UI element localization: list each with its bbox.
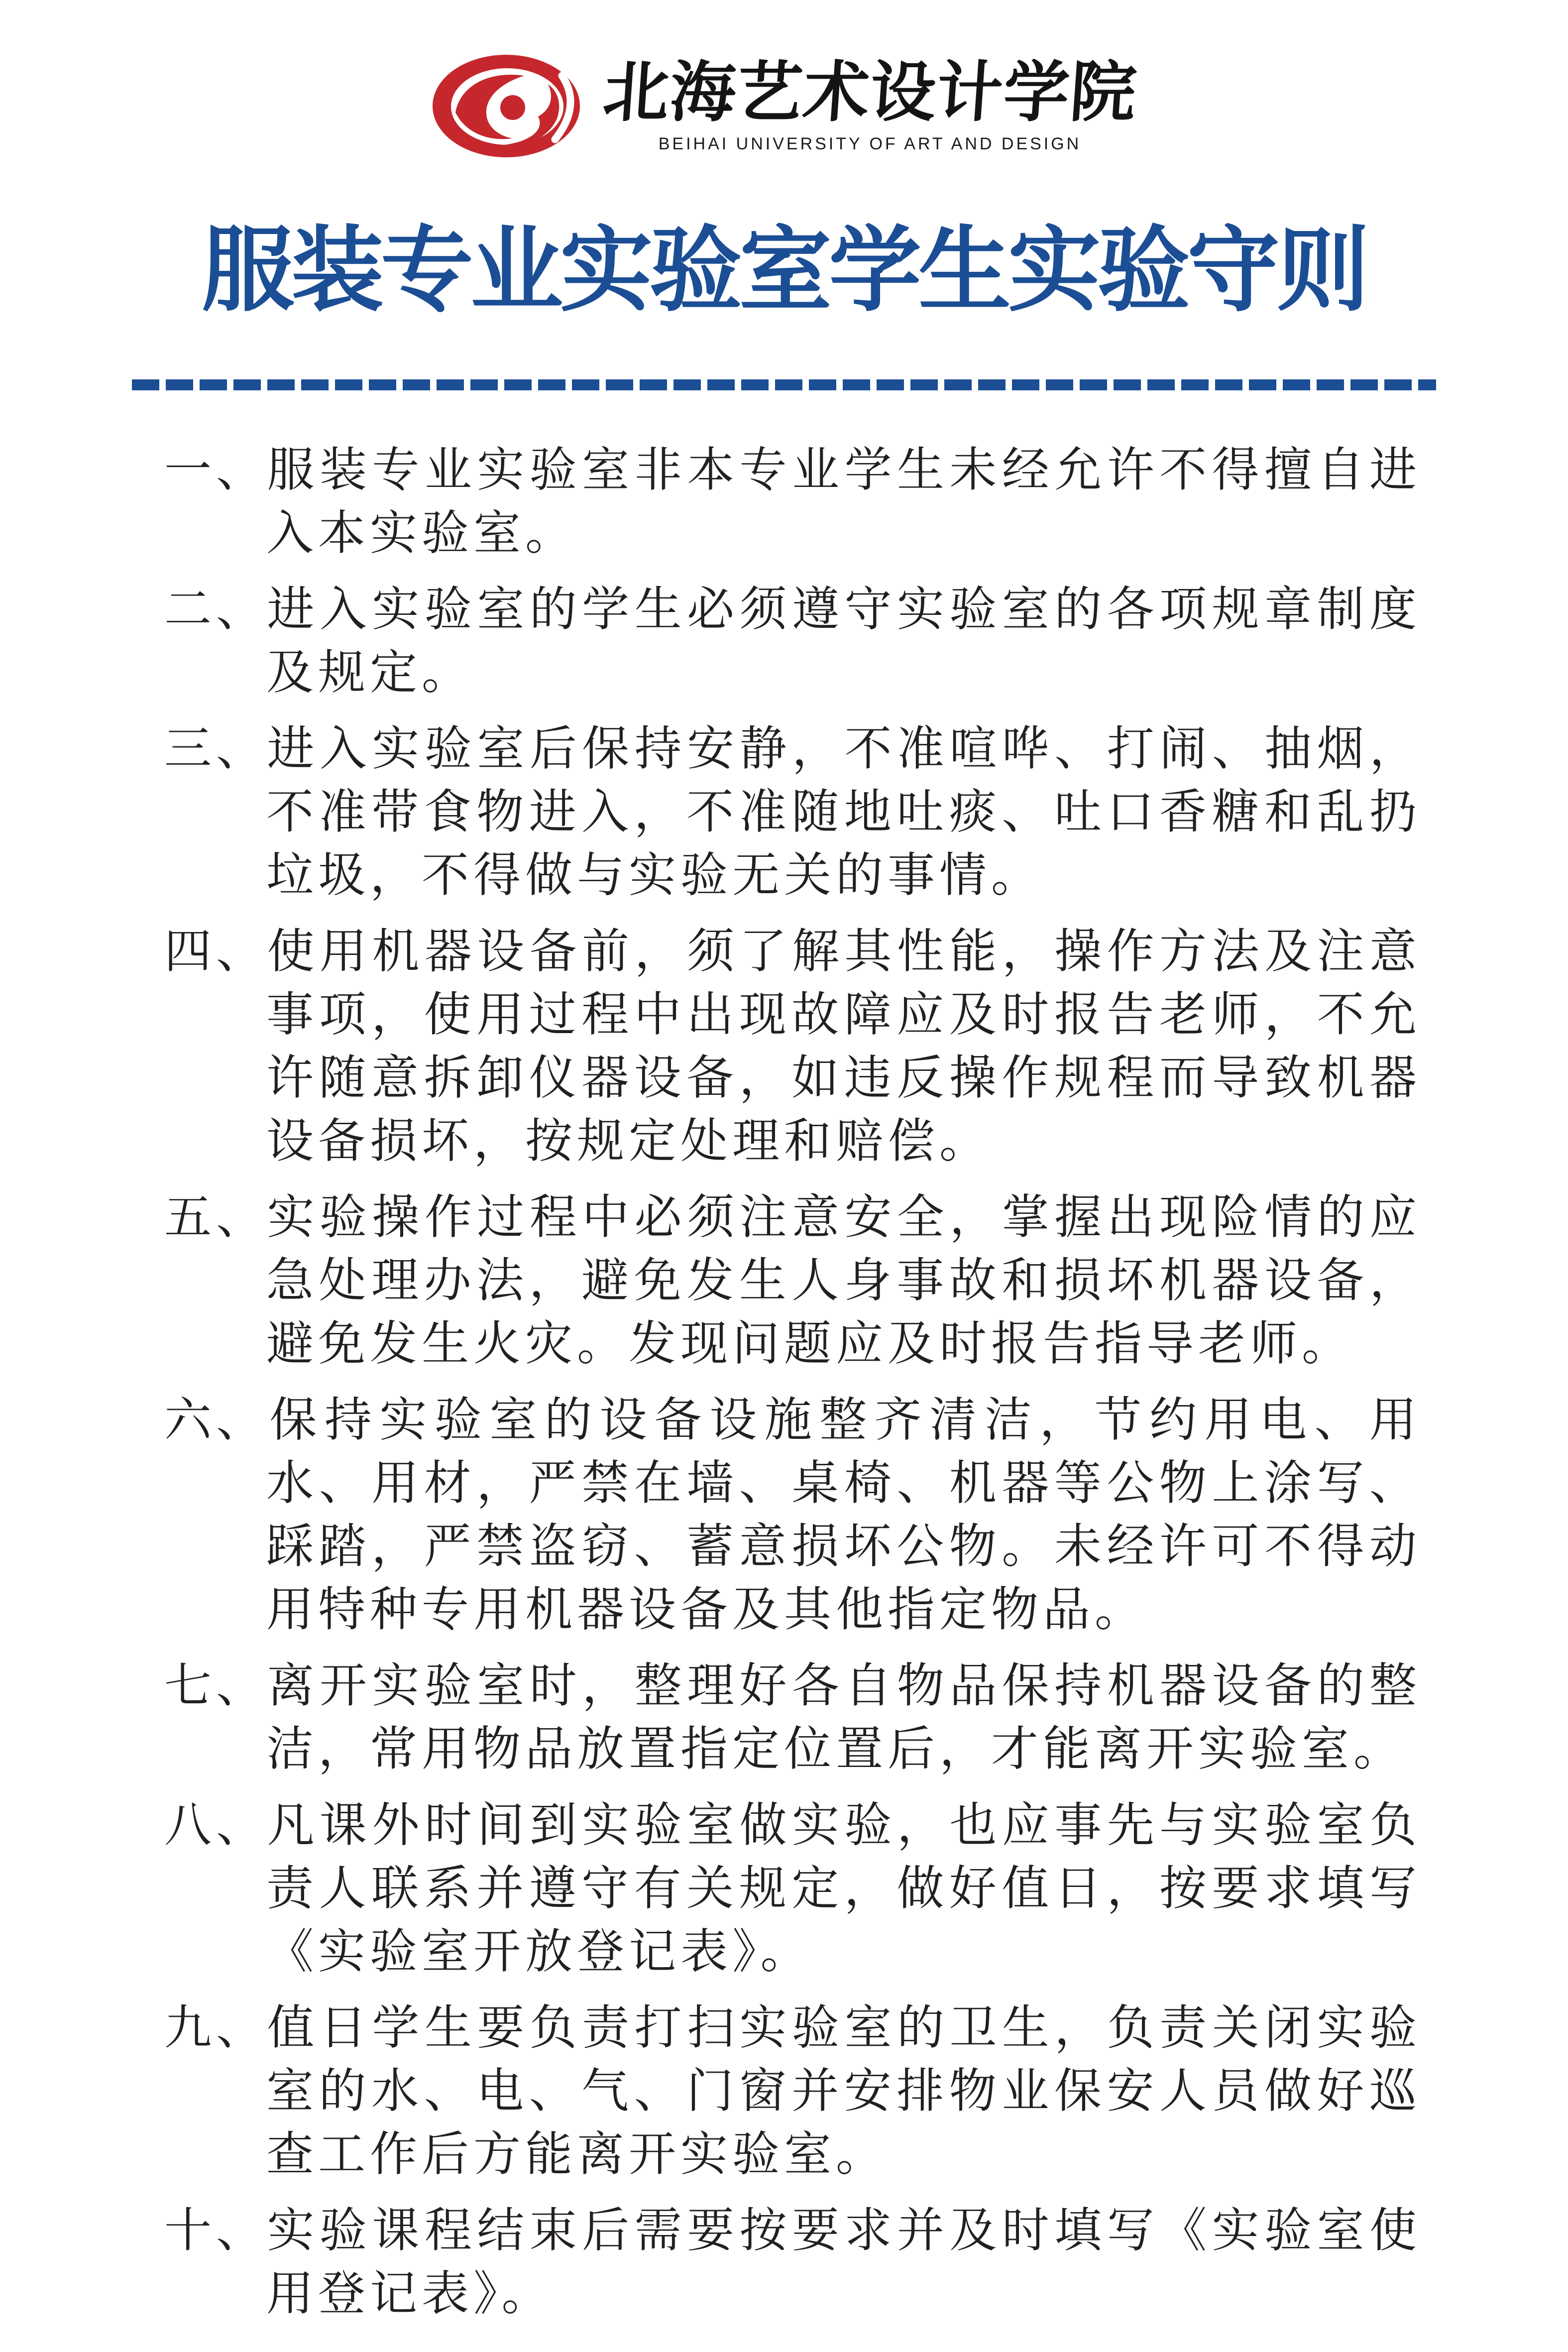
university-name-cn: 北海艺术设计学院 <box>600 56 1139 129</box>
rule-number: 一、 <box>164 443 268 496</box>
rule-number: 八、 <box>164 1798 268 1852</box>
university-name-en: BEIHAI UNIVERSITY OF ART AND DESIGN <box>658 134 1082 153</box>
rule-item-3 <box>164 717 1421 907</box>
university-logo-mark <box>432 54 581 158</box>
rule-number: 六、 <box>164 1393 268 1446</box>
rule-number: 二、 <box>164 583 268 636</box>
rule-number: 四、 <box>164 925 268 978</box>
rule-number: 七、 <box>164 1659 268 1712</box>
rule-text: 服装专业实验室非本专业学生未经允许不得擅自进入本实验室。 <box>266 443 1421 560</box>
rule-number: 十、 <box>164 2204 268 2257</box>
rule-item-6 <box>164 1389 1421 1642</box>
rule-item-4 <box>164 920 1421 1173</box>
dashed-divider <box>132 379 1436 390</box>
rule-text: 值日学生要负责打扫实验室的卫生，负责关闭实验室的水、电、气、门窗并安排物业保安人员做好巡查工作后方能离开实验室。 <box>266 2001 1421 2181</box>
page-title: 服装专业实验室学生实验守则 <box>201 219 1366 322</box>
rule-number: 五、 <box>164 1190 268 1244</box>
university-header <box>0 0 1568 158</box>
rule-item-1 <box>164 439 1421 565</box>
rule-text: 离开实验室时，整理好各自物品保持机器设备的整洁，常用物品放置指定位置后，才能离开实验室。 <box>266 1659 1421 1775</box>
rule-text: 实验操作过程中必须注意安全，掌握出现险情的应急处理办法，避免发生人身事故和损坏机器设备，避免发生火灾。发现问题应及时报告指导老师。 <box>266 1190 1421 1370</box>
rule-text: 保持实验室的设备设施整齐清洁，节约用电、用水、用材，严禁在墙、桌椅、机器等公物上涂写、踩踏，严禁盗窃、蓄意损坏公物。未经许可不得动用特种专用机器设备及其他指定物品。 <box>266 1393 1421 1636</box>
university-names <box>600 56 1139 154</box>
rule-number: 三、 <box>164 722 268 775</box>
rule-text: 进入实验室后保持安静，不准喧哗、打闹、抽烟，不准带食物进入，不准随地吐痰、吐口香糖和乱扔垃圾，不得做与实验无关的事情。 <box>266 722 1421 902</box>
rule-item-5 <box>164 1186 1421 1376</box>
rule-item-2 <box>164 578 1421 705</box>
rule-item-9 <box>164 1997 1421 2186</box>
rule-text: 使用机器设备前，须了解其性能，操作方法及注意事项，使用过程中出现故障应及时报告老师，不允许随意拆卸仪器设备，如违反操作规程而导致机器设备损坏，按规定处理和赔偿。 <box>266 925 1421 1168</box>
rule-text: 进入实验室的学生必须遵守实验室的各项规章制度及规定。 <box>266 583 1421 699</box>
red-swirl-icon <box>432 54 581 158</box>
rule-text: 凡课外时间到实验室做实验，也应事先与实验室负责人联系并遵守有关规定，做好值日，按要求填写《实验室开放登记表》。 <box>266 1798 1421 1978</box>
rules-list <box>0 439 1568 2326</box>
rule-item-10 <box>164 2199 1421 2326</box>
rule-text: 实验课程结束后需要按要求并及时填写《实验室使用登记表》。 <box>266 2204 1421 2320</box>
rule-item-7 <box>164 1654 1421 1781</box>
rule-number: 九、 <box>164 2001 268 2054</box>
rule-item-8 <box>164 1794 1421 1984</box>
